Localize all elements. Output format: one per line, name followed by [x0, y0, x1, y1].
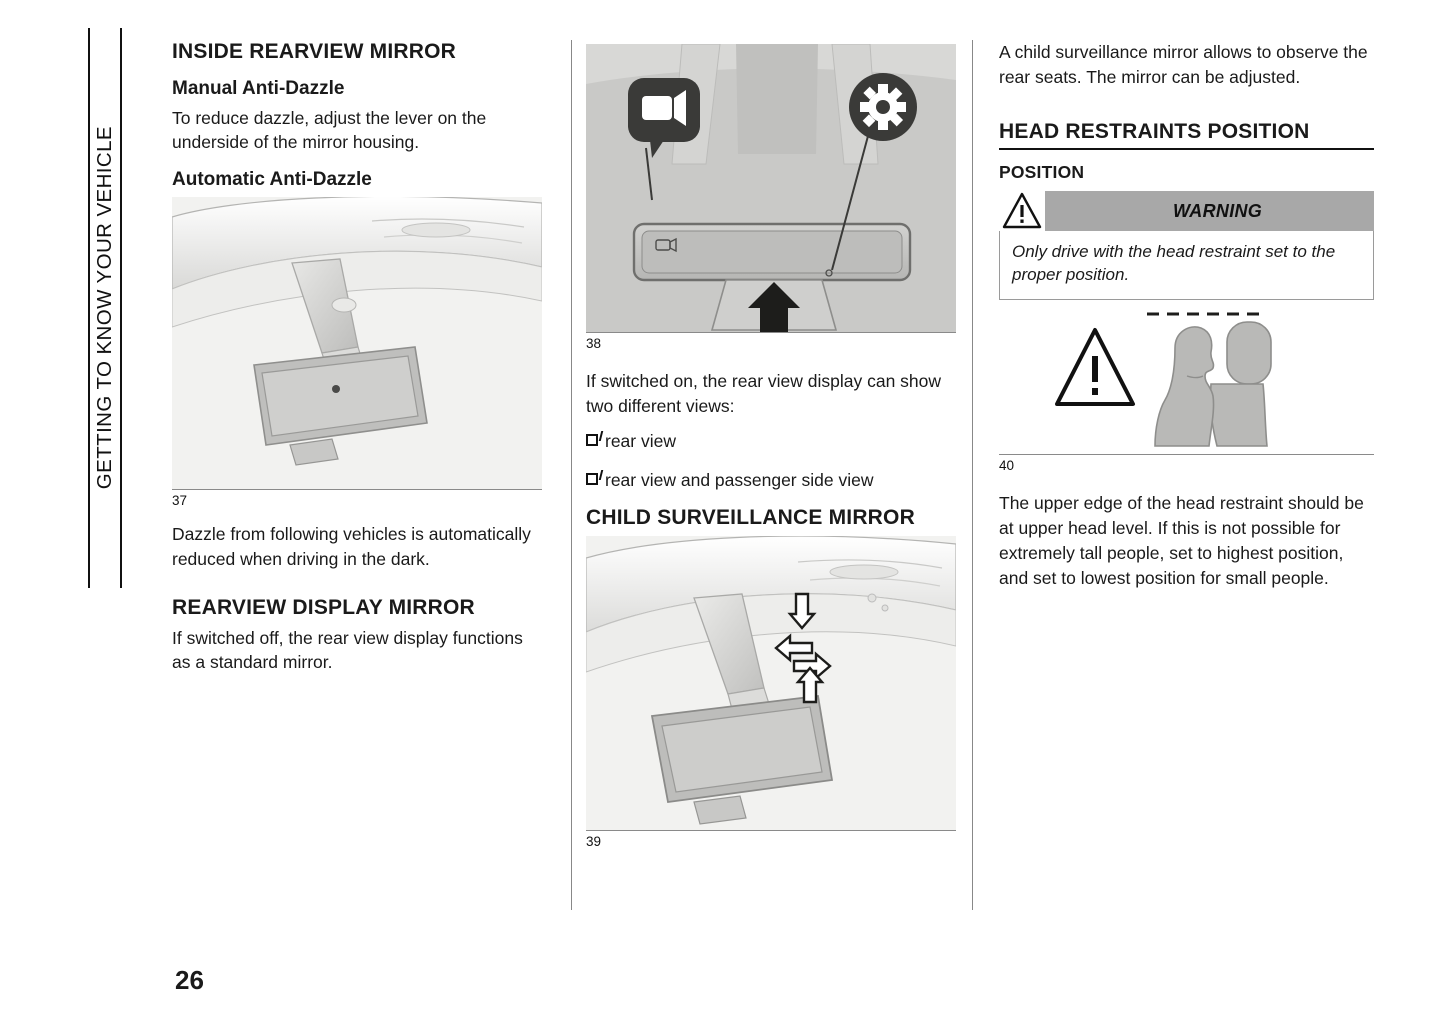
figure-37-number: 37 — [172, 493, 188, 509]
figure-40-number: 40 — [999, 458, 1015, 474]
bullet-square-icon — [586, 473, 598, 485]
warning-box — [999, 231, 1374, 300]
warning-triangle-icon — [999, 191, 1045, 231]
heading-head-restraints-position: HEAD RESTRAINTS POSITION — [999, 120, 1374, 151]
list-item — [586, 429, 956, 454]
page-title: INSIDE REARVIEW MIRROR — [172, 40, 457, 63]
figure-37 — [172, 197, 542, 508]
subheading-position: POSITION — [999, 162, 1085, 183]
heading-rearview-display-mirror: REARVIEW DISPLAY MIRROR — [172, 595, 475, 619]
figure-38-illustration — [586, 44, 956, 332]
figure-39-number: 39 — [586, 834, 602, 850]
figure-39 — [586, 536, 956, 849]
figure-37-illustration — [172, 197, 542, 489]
paragraph-head-restraint-height: The upper edge of the head restraint should be at upper head level. If this is not possible for extremely tall people, set to highest position, and set to lowest position for small people. — [999, 493, 1364, 588]
page-number: 26 — [175, 965, 204, 995]
column-two — [586, 40, 956, 849]
figure-40-illustration — [999, 306, 1374, 454]
list-item — [586, 468, 956, 493]
subheading-automatic-anti-dazzle: Automatic Anti-Dazzle — [172, 169, 372, 191]
list-item-label: rear view and passenger side view — [605, 469, 874, 490]
chapter-tab — [88, 28, 122, 588]
paragraph-two-views: If switched on, the rear view display can show two different views: — [586, 371, 942, 416]
column-three — [999, 40, 1374, 601]
warning-label: WARNING — [1173, 200, 1263, 221]
figure-38 — [586, 44, 956, 351]
paragraph-dazzle-reduction: Dazzle from following vehicles is automatically reduced when driving in the dark. — [172, 524, 531, 569]
figure-39-illustration — [586, 536, 956, 830]
warning-bar — [1045, 191, 1374, 231]
subheading-manual-anti-dazzle: Manual Anti-Dazzle — [172, 77, 345, 99]
chapter-tab-label: GETTING TO KNOW YOUR VEHICLE — [93, 126, 116, 490]
column-divider-2 — [972, 40, 973, 910]
warning-text: Only drive with the head restraint set to the proper position. — [1012, 242, 1336, 285]
figure-40 — [999, 306, 1374, 473]
gear-icon — [849, 73, 917, 141]
column-one — [172, 40, 542, 685]
warning-header — [999, 191, 1374, 231]
paragraph-child-mirror-desc: A child surveillance mirror allows to observe the rear seats. The mirror can be adjusted. — [999, 42, 1368, 87]
figure-38-number: 38 — [586, 336, 602, 351]
heading-child-surveillance-mirror: CHILD SURVEILLANCE MIRROR — [586, 506, 915, 530]
column-divider-1 — [571, 40, 572, 910]
paragraph-rearview-display-off: If switched off, the rear view display functions as a standard mirror. — [172, 627, 523, 673]
list-item-label: rear view — [605, 430, 676, 451]
paragraph-manual-anti-dazzle: To reduce dazzle, adjust the lever on the underside of the mirror housing. — [172, 107, 487, 153]
bullet-square-icon — [586, 434, 598, 446]
